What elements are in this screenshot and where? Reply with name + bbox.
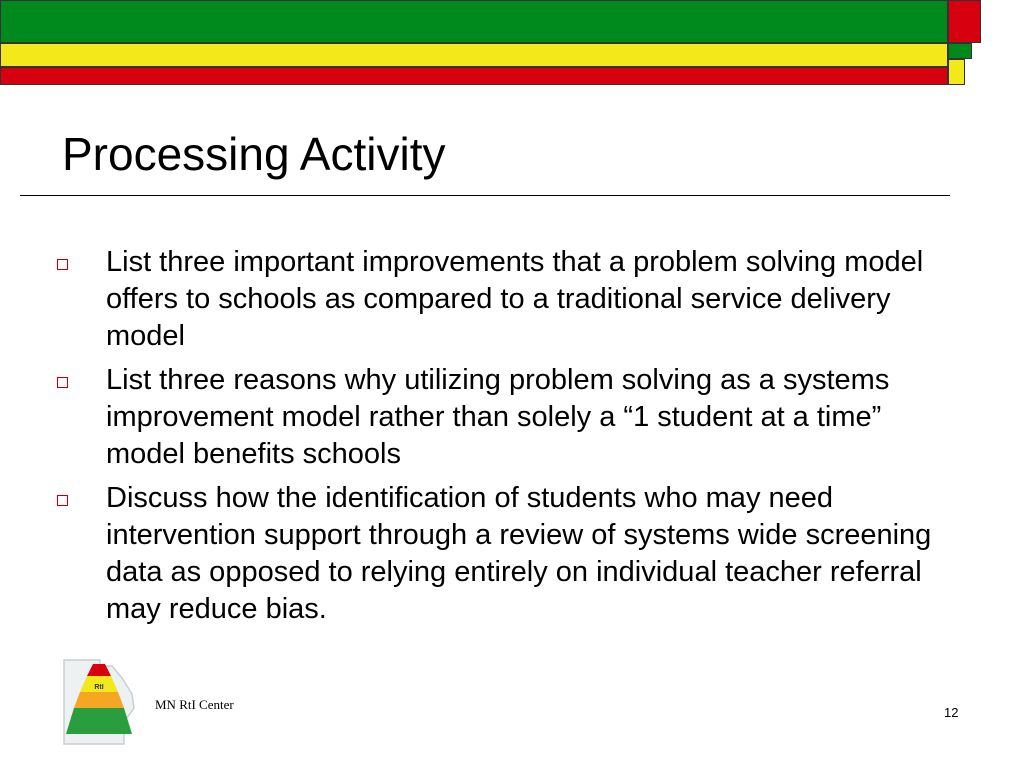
bullet-item bbox=[54, 480, 954, 628]
square-bullet-icon bbox=[57, 495, 68, 506]
logo-text: RtI bbox=[94, 684, 104, 691]
slide-title: Processing Activity bbox=[62, 128, 446, 180]
mn-rti-logo-icon bbox=[60, 658, 136, 746]
bullet-item bbox=[54, 362, 954, 473]
pyramid-middle-tier bbox=[74, 692, 124, 708]
header-band-red bbox=[0, 67, 948, 85]
bullet-list bbox=[54, 244, 954, 635]
page-number: 12 bbox=[944, 705, 959, 720]
pyramid-base-tier bbox=[66, 708, 132, 734]
bullet-text: List three important improvements that a problem solving model offers to schools as compared to a traditional service delivery model bbox=[106, 246, 924, 352]
bullet-text: List three reasons why utilizing problem solving as a systems improvement model rather than solely a “1 student at a time” model benefits schools bbox=[106, 364, 890, 470]
header-square-yellow bbox=[948, 59, 965, 85]
square-bullet-icon bbox=[57, 259, 68, 270]
header-square-red bbox=[948, 0, 981, 43]
header-band-green bbox=[0, 0, 948, 43]
title-divider bbox=[20, 195, 950, 196]
header-band-yellow bbox=[0, 43, 948, 67]
square-bullet-icon bbox=[57, 377, 68, 388]
bullet-text: Discuss how the identification of students who may need intervention support through a review of systems wide screening data as opposed to relying entirely on individual teacher referral may reduce bias. bbox=[106, 482, 932, 625]
header-square-green bbox=[948, 43, 972, 59]
footer-organization: MN RtI Center bbox=[155, 697, 234, 712]
bullet-item bbox=[54, 244, 954, 355]
